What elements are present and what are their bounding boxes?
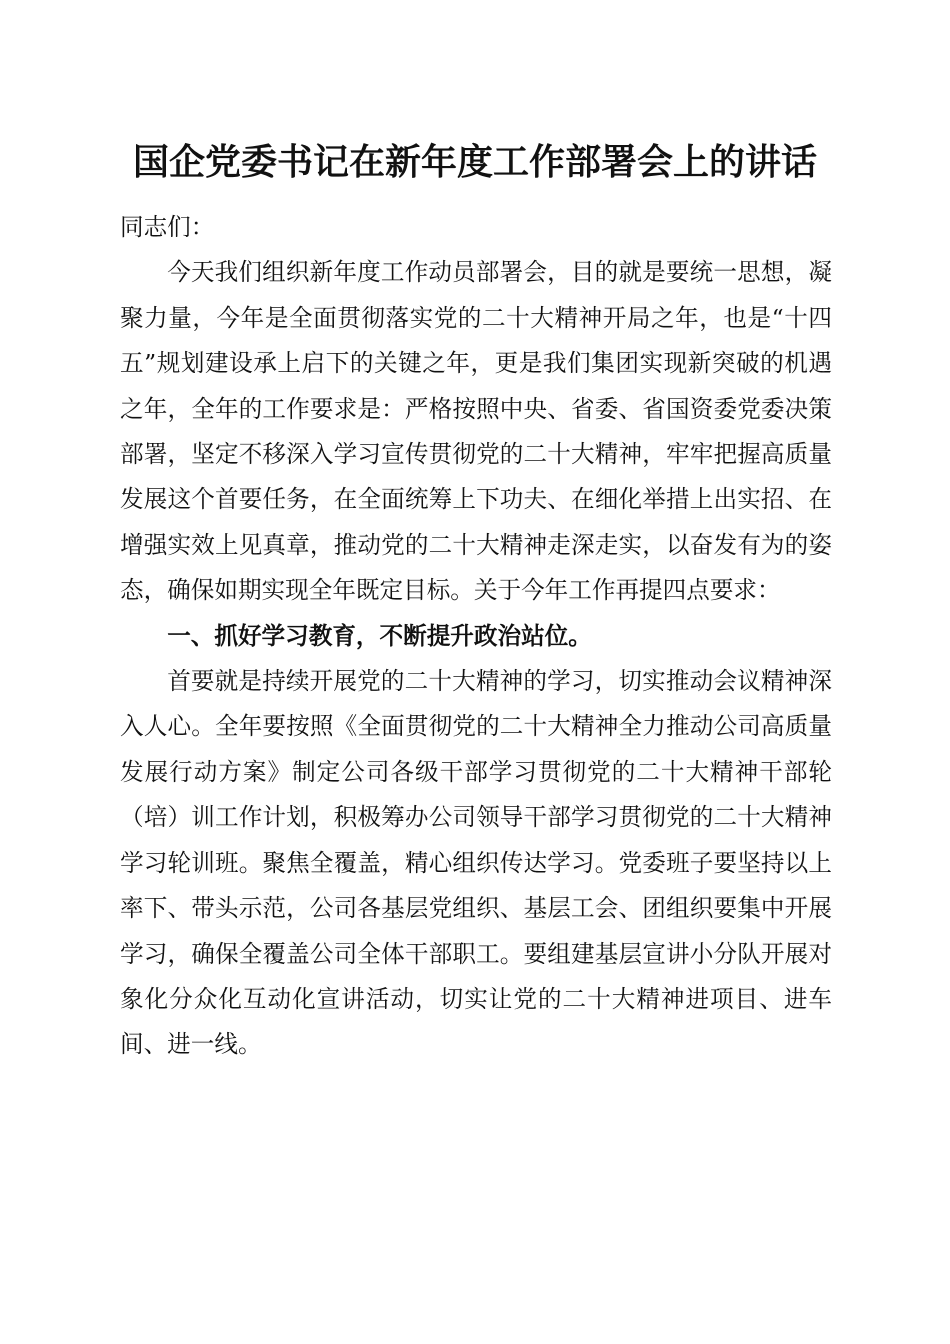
document-body	[120, 205, 832, 1068]
salutation: 同志们：	[120, 213, 215, 241]
paragraph-intro: 今天我们组织新年度工作动员部署会，目的就是要统一思想，凝聚力量，今年是全面贯彻落实党的二十大精神开局之年，也是“十四五”规划建设承上启下的关键之年，更是我们集团实现新突破的机遇之年，全年的工作要求是：严格按照中央、省委、省国资委党委决策部署，坚定不移深入学习宣传贯彻党的二十大精神，牢牢把握高质量发展这个首要任务，在全面统筹上下功夫、在细化举措上出实招、在增强实效上见真章，推动党的二十大精神走深走实，以奋发有为的姿态，确保如期实现全年既定目标。关于今年工作再提四点要求：	[120, 258, 832, 605]
document-title: 国企党委书记在新年度工作部署会上的讲话	[132, 141, 817, 183]
section-heading: 一、抓好学习教育，不断提升政治站位。	[167, 621, 592, 650]
paragraph-section-1: 首要就是持续开展党的二十大精神的学习，切实推动会议精神深入人心。全年要按照《全面贯彻党的二十大精神全力推动公司高质量发展行动方案》制定公司各级干部学习贯彻党的二十大精神干部轮（培）训工作计划，积极筹办公司领导干部学习贯彻党的二十大精神学习轮训班。聚焦全覆盖，精心组织传达学习。党委班子要坚持以上率下、带头示范，公司各基层党组织、基层工会、团组织要集中开展学习，确保全覆盖公司全体干部职工。要组建基层宣讲小分队开展对象化分众化互动化宣讲活动，切实让党的二十大精神进项目、进车间、进一线。	[120, 667, 832, 1059]
